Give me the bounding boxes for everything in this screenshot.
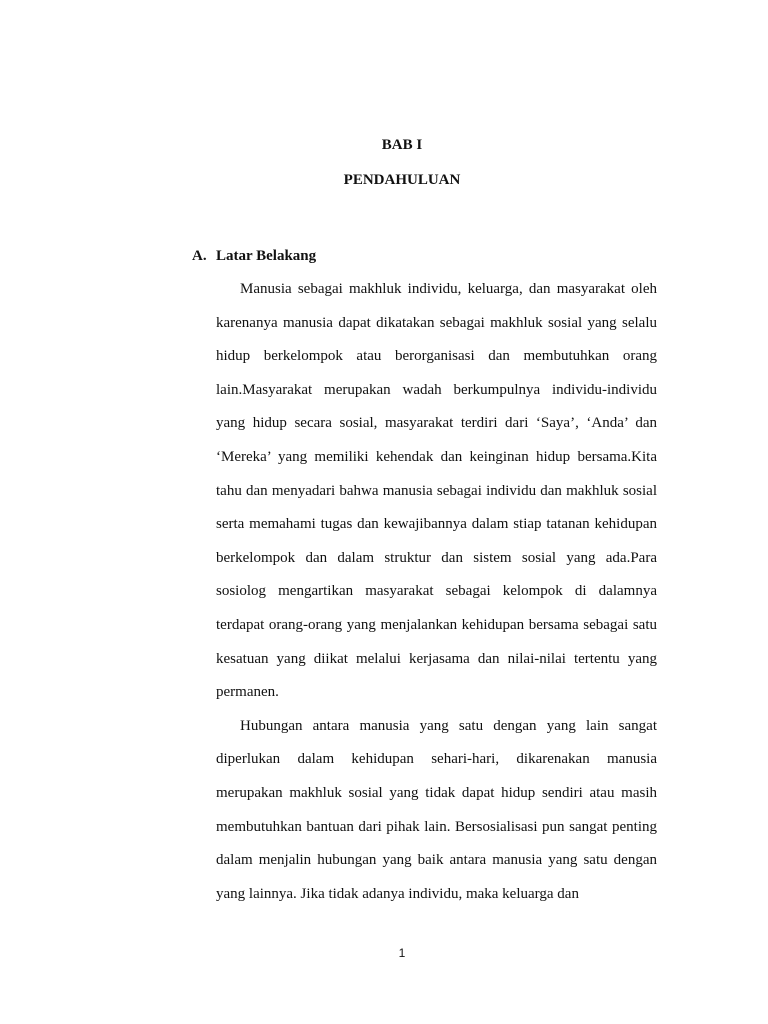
page-number: 1 [398,946,406,960]
section-letter: A. [192,248,207,264]
body-text [216,273,657,911]
section-heading [192,248,316,265]
paragraph-1: Manusia sebagai makhluk individu, keluarga, dan masyarakat oleh karenanya manusia dapat dikatakan sebagai makhluk sosial yang selalu hidup berkelompok atau berorganisasi dan membutuhkan orang lain.Masyarakat merupakan wadah berkumpulnya individu-individu yang hidup secara sosial, masyarakat terdiri dari ‘Saya’, ‘Anda’ dan ‘Mereka’ yang memiliki kehendak dan keinginan hidup bersama.Kita tahu dan menyadari bahwa manusia sebagai individu dan makhluk sosial serta memahami tugas dan kewajibannya dalam stiap tatanan kehidupan berkelompok dan dalam struktur dan sistem sosial yang ada.Para sosiolog mengartikan masyarakat sebagai kelompok di dalamnya terdapat orang-orang yang menjalankan kehidupan bersama sebagai satu kesatuan yang diikat melalui kerjasama dan nilai-nilai tertentu yang permanen. [216,281,657,701]
chapter-title: PENDAHULUAN [343,172,461,188]
section-title: Latar Belakang [216,248,317,264]
chapter-number: BAB I [381,137,423,153]
paragraph-2: Hubungan antara manusia yang satu dengan yang lain sangat diperlukan dalam kehidupan sehari-hari, dikarenakan manusia merupakan makhluk sosial yang tidak dapat hidup sendiri atau masih membutuhkan bantuan dari pihak lain. Bersosialisasi pun sangat penting dalam menjalin hubungan yang baik antara manusia yang satu dengan yang lainnya. Jika tidak adanya individu, maka keluarga dan [216,717,657,902]
